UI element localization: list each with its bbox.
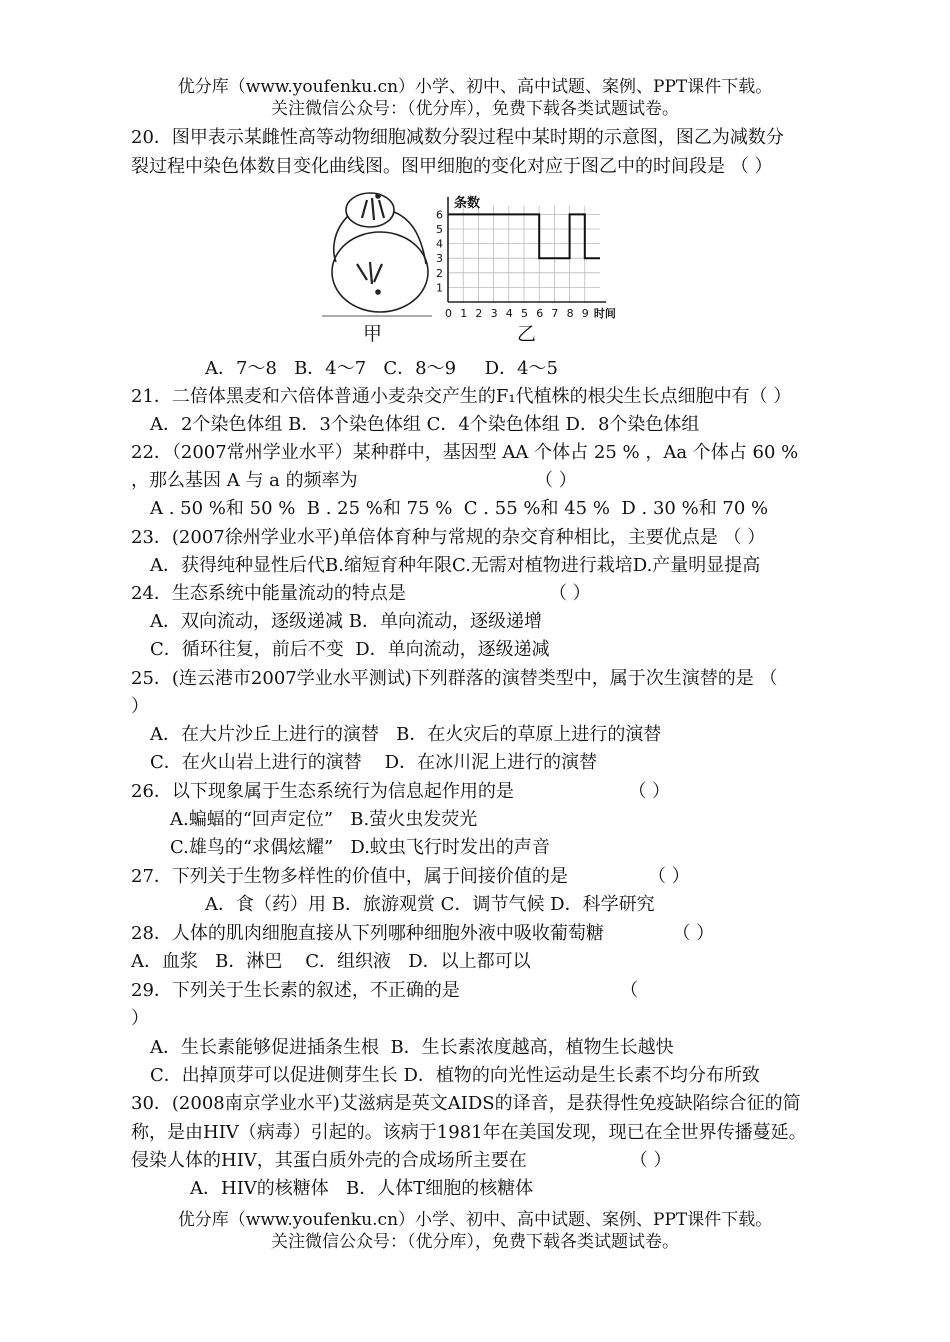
q24-options-2: C．循环往复，前后不变 D．单向流动，逐级递减: [150, 639, 550, 660]
q22-options: A . 50 %和 50 % B . 25 %和 75 % C . 55 %和 45 % D . 30 %和 70 %: [150, 498, 769, 519]
x-axis-label: 时间: [593, 307, 616, 320]
q29-text-2: ）: [131, 1008, 149, 1029]
q29-options-1: A．生长素能够促进插条生根 B．生长素浓度越高，植物生长越快: [150, 1037, 674, 1058]
q30-text-3: 侵染人体的HIV，其蛋白质外壳的合成场所主要在 （ ）: [131, 1150, 672, 1171]
footer-line-2: 关注微信公众号：（优分库），免费下载各类试题试卷。: [271, 1232, 679, 1252]
q27-text: 27．下列关于生物多样性的价值中，属于间接价值的是 （ ）: [131, 866, 690, 887]
q21-text: 21．二倍体黑麦和六倍体普通小麦杂交产生的F₁代植株的根尖生长点细胞中有（ ）: [131, 386, 792, 407]
q30-options: A．HIV的核糖体 B．人体T细胞的核糖体: [190, 1178, 534, 1199]
x-tick-label: 6: [536, 307, 544, 320]
y-tick-label: 1: [436, 281, 443, 295]
footer-line-1: 优分库（www.youfenku.cn）小学、初中、高中试题、案例、PPT课件下载。: [177, 1210, 773, 1230]
q23-options: A．获得纯种显性后代B.缩短育种年限C.无需对植物进行栽培D.产量明显提高: [150, 555, 761, 576]
q25-options-1: A．在大片沙丘上进行的演替 B．在火灾后的草原上进行的演替: [150, 724, 662, 745]
x-tick-label: 4: [505, 307, 513, 320]
q25-options-2: C．在火山岩上进行的演替 D．在冰川泥上进行的演替: [150, 752, 598, 773]
q20-text-2: 裂过程中染色体数目变化曲线图。图甲细胞的变化对应于图乙中的时间段是 （ ）: [131, 156, 773, 177]
q22-text-2: ，那么基因 A 与 a 的频率为 （ ）: [131, 470, 577, 491]
x-tick-label: 9: [581, 307, 589, 320]
figure-svg: [322, 182, 652, 352]
q23-text: 23．(2007徐州学业水平)单倍体育种与常规的杂交育种相比，主要优点是 （ ）: [131, 527, 766, 548]
x-tick-label: 2: [475, 307, 483, 320]
x-tick-label: 0: [445, 307, 452, 320]
q20-options: A．7～8 B．4～7 C．8～9 D．4～5: [205, 358, 558, 379]
cell-diagram: [322, 193, 432, 316]
x-tick-label: 8: [566, 307, 574, 320]
q29-options-2: C．出掉顶芽可以促进侧芽生长 D．植物的向光性运动是生长素不均分布所致: [150, 1065, 760, 1086]
x-tick-label: 3: [490, 307, 498, 320]
chart-area: [436, 195, 616, 320]
q30-text-2: 称，是由HIV（病毒）引起的。该病于1981年在美国发现，现已在全世界传播蔓延。: [131, 1122, 807, 1143]
q25-text-2: ）: [131, 696, 149, 717]
label-yi: 乙: [517, 323, 537, 345]
y-tick-label: 2: [436, 266, 443, 280]
x-tick-label: 1: [460, 307, 468, 320]
x-tick-label: 5: [521, 307, 528, 320]
y-tick-label: 4: [436, 237, 443, 251]
y-tick-label: 3: [436, 252, 443, 266]
q29-text-1: 29．下列关于生长素的叙述，不正确的是 （: [131, 980, 639, 1001]
header-line-1: 优分库（www.youfenku.cn）小学、初中、高中试题、案例、PPT课件下载。: [177, 77, 773, 97]
q28-options: A．血浆 B．淋巴 C．组织液 D．以上都可以: [131, 951, 531, 972]
q25-text-1: 25．(连云港市2007学业水平测试)下列群落的演替类型中，属于次生演替的是 （: [131, 668, 778, 689]
q26-options-2: C.雄鸟的“求偶炫耀” D.蚊虫飞行时发出的声音: [170, 837, 550, 858]
label-jia: 甲: [363, 323, 383, 345]
y-tick-label: 6: [436, 208, 443, 222]
q24-text: 24．生态系统中能量流动的特点是 （ ）: [131, 583, 591, 604]
q21-options: A．2个染色体组 B．3个染色体组 C．4个染色体组 D．8个染色体组: [150, 414, 700, 435]
q27-options: A．食（药）用 B．旅游观赏 C．调节气候 D．科学研究: [205, 894, 655, 915]
q26-text: 26．以下现象属于生态系统行为信息起作用的是 （ ）: [131, 781, 671, 802]
q28-text: 28．人体的肌肉细胞直接从下列哪种细胞外液中吸收葡萄糖 （ ）: [131, 923, 715, 944]
q20-text-1: 20．图甲表示某雌性高等动物细胞减数分裂过程中某时期的示意图，图乙为减数分: [131, 127, 784, 148]
figure: [322, 182, 652, 352]
header-line-2: 关注微信公众号：（优分库），免费下载各类试题试卷。: [271, 99, 679, 119]
q22-text-1: 22．（2007常州学业水平）某种群中，基因型 AA 个体占 25 % ，Aa 个体占 60 %: [131, 442, 799, 463]
x-tick-label: 7: [551, 307, 559, 320]
y-tick-label: 5: [436, 223, 443, 236]
y-axis-label: 条数: [454, 195, 481, 211]
q26-options-1: A.蝙蝠的“回声定位” B.萤火虫发荧光: [170, 809, 478, 830]
q30-text-1: 30．(2008南京学业水平)艾滋病是英文AIDS的译音，是获得性免疫缺陷综合征的简: [131, 1093, 801, 1114]
q24-options-1: A．双向流动，逐级递减 B．单向流动，逐级递增: [150, 611, 542, 632]
